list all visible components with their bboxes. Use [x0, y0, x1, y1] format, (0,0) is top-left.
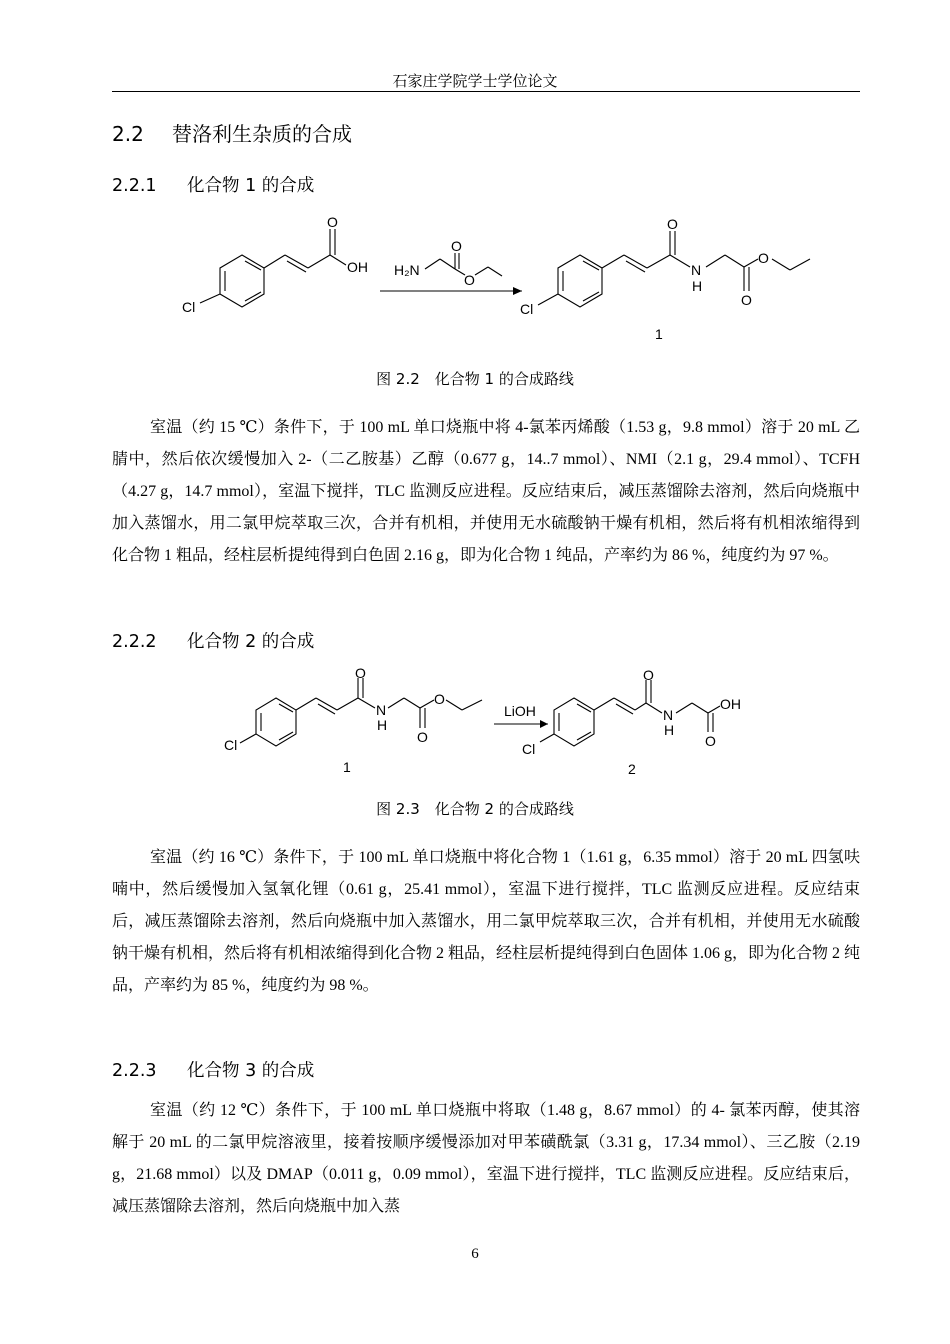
atom-label: O [667, 216, 678, 232]
paragraph-3 [112, 1095, 860, 1223]
reactant-compound-1 [224, 668, 482, 775]
subsection-heading-2 [112, 628, 314, 653]
reagent-label: LiOH [504, 703, 536, 719]
section-title: 替洛利生杂质的合成 [172, 122, 352, 146]
reagent-glycine-ethyl-ester [394, 238, 502, 288]
atom-label: O [758, 250, 769, 266]
product-compound-2 [522, 668, 741, 777]
arrow-head [540, 720, 548, 728]
subsection-title: 化合物 1 的合成 [187, 176, 315, 196]
paragraph-2 [112, 842, 860, 1002]
atom-label: O [705, 733, 716, 749]
atom-label: H [377, 717, 388, 733]
compound-number: 2 [628, 761, 636, 777]
atom-label: OH [347, 259, 368, 275]
subsection-heading-1 [112, 172, 314, 197]
paragraph-text: 室温（约 15 ℃）条件下，于 100 mL 单口烧瓶中将 4-氯苯丙烯酸（1.53 g，9.8 mmol）溶于 20 mL 乙腈中，然后依次缓慢加入 2-（二乙胺基）乙醇（0.677 g，14..7 mmol）、NMI（2.1 g，29.4 mmol）、TCFH（4.27 g，14.7 mmol），室温下搅拌，TLC 监测反应进程。反应结束后，减压蒸馏除去溶剂，然后向烧瓶中加入蒸馏水，用二氯甲烷萃取三次，合并有机相，并使用无水硫酸钠干燥有机相，然后将有机相浓缩得到化合物 1 粗品，经柱层析提纯得到白色固 2.16 g，即为化合物 1 纯品，产率约为 86 %，纯度约为 97 %。 [112, 419, 860, 564]
atom-label: O [451, 238, 462, 254]
atom-label: Cl [522, 741, 536, 757]
running-header: 石家庄学院学士学位论文 [392, 74, 558, 90]
arrow-head [513, 287, 522, 295]
figure-caption-2-2: 图 2.2 化合物 1 的合成路线 [376, 370, 574, 388]
atom-label: O [417, 729, 428, 745]
figure-caption-2-3: 图 2.3 化合物 2 的合成路线 [376, 800, 574, 818]
reactant-4-chlorocinnamic-acid [182, 215, 368, 315]
product-compound-1 [520, 216, 810, 342]
atom-label: O [464, 272, 475, 288]
atom-label: N [376, 702, 387, 718]
subsection-number: 2.2.1 [112, 176, 157, 196]
atom-label: O [643, 668, 654, 683]
paragraph-text: 室温（约 12 ℃）条件下，于 100 mL 单口烧瓶中将取（1.48 g，8.67 mmol）的 4- 氯苯丙醇，使其溶解于 20 mL 的二氯甲烷溶液里，接着按顺序缓慢添加对甲苯磺酰氯（3.31 g，17.34 mmol）、三乙胺（2.19 g，21.68 mmol）以及 DMAP（0.011 g，0.09 mmol），室温下进行搅拌，TLC 监测反应进程。反应结束后，减压蒸馏除去溶剂，然后向烧瓶中加入蒸 [112, 1102, 860, 1215]
compound-number: 1 [655, 326, 663, 342]
atom-label: Cl [182, 299, 196, 315]
atom-label: O [741, 292, 752, 308]
page-number: 6 [471, 1246, 479, 1262]
subsection-title: 化合物 2 的合成 [187, 632, 315, 652]
atom-label: N [663, 707, 674, 723]
atom-label: N [691, 262, 702, 278]
subsection-number: 2.2.3 [112, 1061, 157, 1081]
atom-label: Cl [520, 301, 534, 317]
atom-label: Cl [224, 737, 238, 753]
atom-label: H₂N [394, 262, 420, 278]
paragraph-1 [112, 412, 860, 572]
atom-label: H [692, 278, 703, 294]
subsection-title: 化合物 3 的合成 [187, 1061, 315, 1081]
compound-number: 1 [343, 759, 351, 775]
subsection-heading-3 [112, 1057, 314, 1082]
reaction-scheme-1 [170, 215, 830, 345]
paragraph-text: 室温（约 16 ℃）条件下，于 100 mL 单口烧瓶中将化合物 1（1.61 g，6.35 mmol）溶于 20 mL 四氢呋喃中，然后缓慢加入氢氧化锂（0.61 g，25.41 mmol），室温下进行搅拌，TLC 监测反应进程。反应结束后，减压蒸馏除去溶剂，然后向烧瓶中加入蒸馏水，用二氯甲烷萃取三次，合并有机相，并使用无水硫酸钠干燥有机相，然后将有机相浓缩得到化合物 2 粗品，经柱层析提纯得到白色固体 1.06 g，即为化合物 2 纯品，产率约为 85 %，纯度约为 98 %。 [112, 849, 861, 994]
header-rule [112, 91, 860, 92]
subsection-number: 2.2.2 [112, 632, 157, 652]
atom-label: OH [720, 696, 741, 712]
atom-label: H [664, 722, 675, 738]
atom-label: O [327, 215, 338, 230]
reaction-scheme-2 [222, 668, 762, 783]
atom-label: O [355, 668, 366, 681]
section-number: 2.2 [112, 122, 144, 146]
section-heading [112, 118, 352, 147]
atom-label: O [434, 691, 445, 707]
